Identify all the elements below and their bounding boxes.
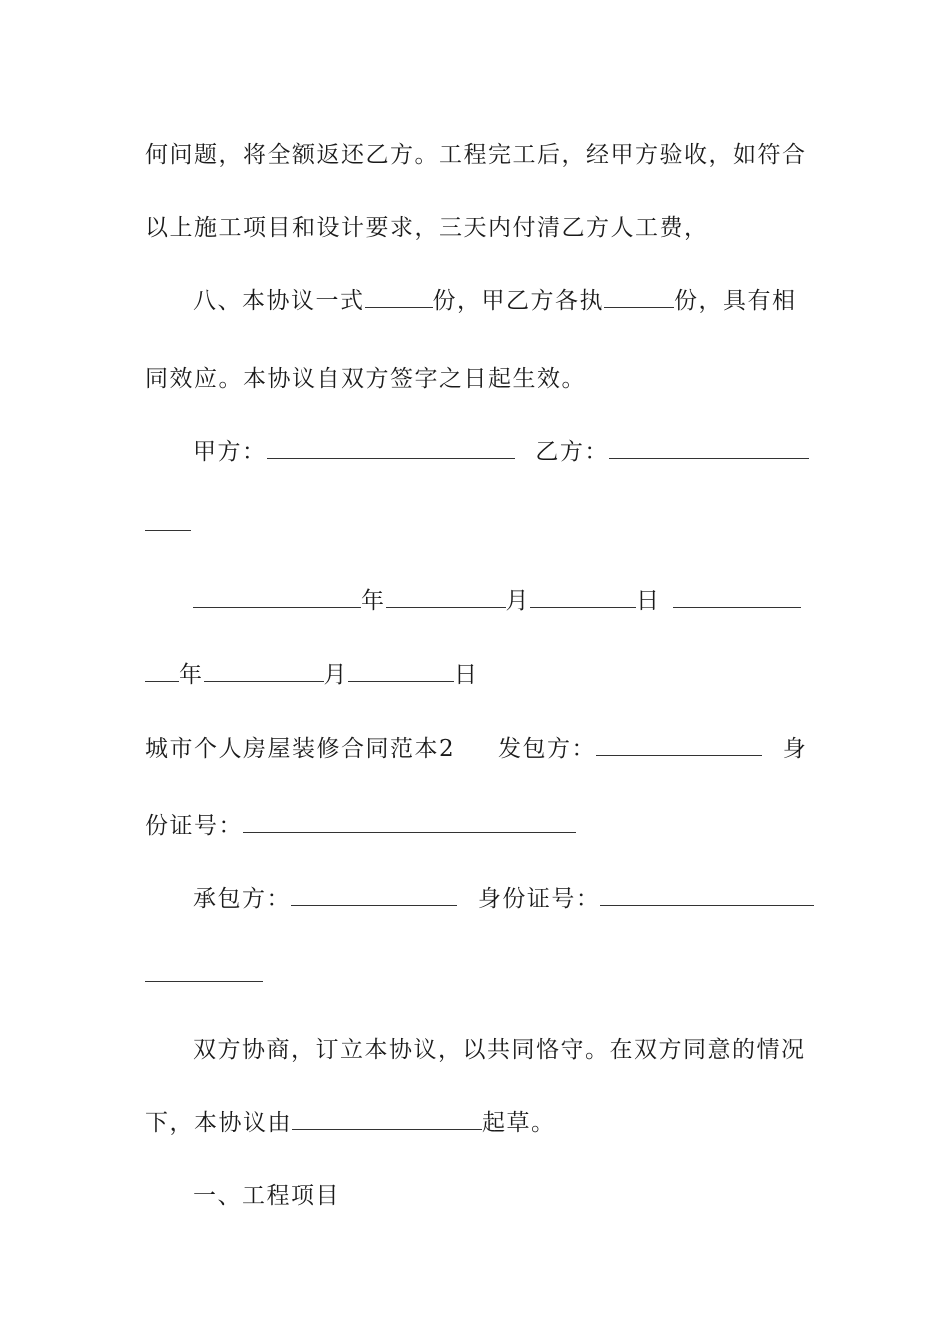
party-b-label: 乙方：	[535, 439, 609, 465]
year-label: 年	[179, 662, 204, 688]
drafter-line	[145, 1108, 807, 1138]
employer-blank	[596, 735, 762, 756]
contractor-label: 承包方：	[193, 886, 291, 912]
text: 何问题，将全额返还乙方。工程完工后，经甲方验收，如符合	[145, 142, 807, 168]
section-heading	[193, 1181, 807, 1211]
day-label: 日	[454, 662, 479, 688]
month-label: 月	[505, 588, 530, 614]
month-label: 月	[323, 662, 348, 688]
text: 同效应。本协议自双方签字之日起生效。	[145, 366, 586, 392]
year-label: 年	[361, 588, 386, 614]
party-b-blank	[609, 438, 809, 459]
second-date-blank	[673, 587, 801, 608]
contractor-id-label: 身份证号：	[477, 886, 601, 912]
contractor-id-blank	[600, 885, 814, 906]
paragraph-line	[193, 1035, 807, 1065]
id-label-end: 份证号：	[145, 813, 243, 839]
month-blank	[386, 587, 506, 608]
text: 八、本协议一式	[193, 288, 365, 314]
day-label: 日	[636, 588, 661, 614]
party-b-blank-continued	[145, 530, 191, 531]
employer-id-blank	[243, 812, 576, 833]
section-title: 一、工程项目	[193, 1183, 340, 1209]
paragraph-line	[145, 364, 807, 394]
paragraph-line	[145, 140, 807, 170]
employer-label: 发包方：	[497, 736, 596, 762]
employer-id-line	[145, 811, 807, 841]
month-blank	[204, 661, 324, 682]
paragraph-line	[145, 213, 807, 243]
text: 下，本协议由	[145, 1110, 292, 1136]
drafter-blank	[292, 1109, 482, 1130]
contractor-blank	[291, 885, 457, 906]
contractor-line	[193, 884, 807, 914]
copies-each-blank	[604, 287, 674, 308]
clause-eight-line	[193, 286, 807, 316]
day-blank	[530, 587, 636, 608]
text: 份，具有相	[674, 288, 797, 314]
party-a-label: 甲方：	[193, 439, 267, 465]
copies-total-blank	[365, 287, 433, 308]
day-blank	[348, 661, 454, 682]
document-title: 城市个人房屋装修合同范本2	[145, 736, 456, 762]
title-employer-line	[145, 734, 807, 764]
date-line	[193, 586, 807, 616]
contractor-id-blank-continued	[145, 981, 263, 982]
text: 双方协商，订立本协议，以共同恪守。在双方同意的情况	[193, 1037, 806, 1063]
text: 以上施工项目和设计要求，三天内付清乙方人工费，	[145, 215, 709, 241]
text: 份，甲乙方各执	[432, 288, 604, 314]
year-blank	[145, 661, 179, 682]
year-blank	[193, 587, 361, 608]
date-line-continued	[145, 660, 807, 690]
party-a-blank	[267, 438, 515, 459]
id-label-start: 身	[782, 736, 808, 762]
text: 起草。	[482, 1110, 556, 1136]
signature-line	[193, 437, 807, 467]
